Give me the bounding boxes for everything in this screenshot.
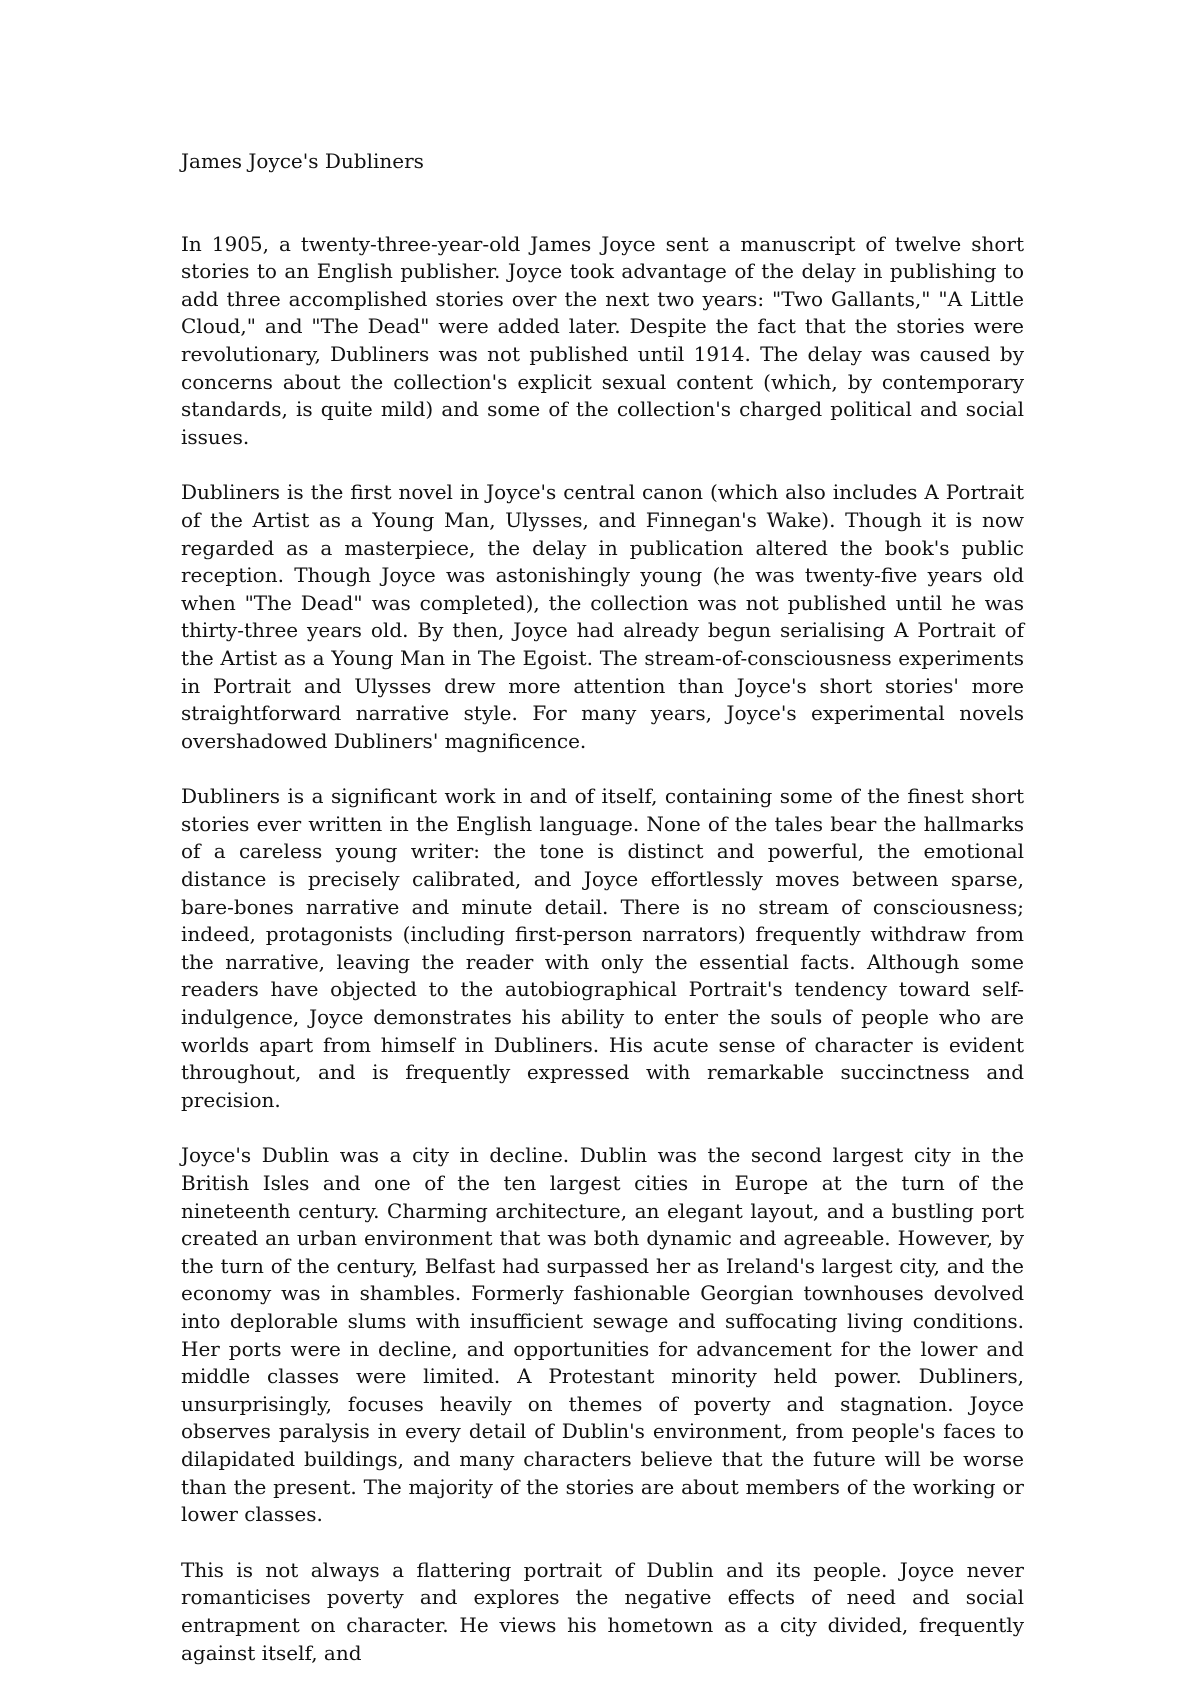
document-page	[181, 148, 1024, 1667]
paragraph-3: Dubliners is a significant work in and of itself, containing some of the finest short stories ever written in the English language. None of the tales bear the hallmarks of a careless young writer: the tone is distinct and powerful, the emotional distance is precisely calibrated, and Joyce effortlessly moves between sparse, bare-bones narrative and minute detail. There is no stream of consciousness; indeed, protagonists (including first-person narrators) frequently withdraw from the narrative, leaving the reader with only the essential facts. Although some readers have objected to the autobiographical Portrait's tendency toward self-indulgence, Joyce demonstrates his ability to enter the souls of people who are worlds apart from himself in Dubliners. His acute sense of character is evident throughout, and is frequently expressed with remarkable succinctness and precision.	[181, 784, 1024, 1112]
paragraph-2: Dubliners is the first novel in Joyce's central canon (which also includes A Portrait of the Artist as a Young Man, Ulysses, and Finnegan's Wake). Though it is now regarded as a masterpiece, the delay in publication altered the book's public reception. Though Joyce was astonishingly young (he was twenty-five years old when "The Dead" was completed), the collection was not published until he was thirty-three years old. By then, Joyce had already begun serialising A Portrait of the Artist as a Young Man in The Egoist. The stream-of-consciousness experiments in Portrait and Ulysses drew more attention than Joyce's short stories' more straightforward narrative style. For many years, Joyce's experimental novels overshadowed Dubliners' magnificence.	[181, 480, 1024, 753]
document-title: James Joyce's Dubliners	[181, 149, 424, 173]
paragraph-4: Joyce's Dublin was a city in decline. Dublin was the second largest city in the British Isles and one of the ten largest cities in Europe at the turn of the nineteenth century. Charming architecture, an elegant layout, and a bustling port created an urban environment that was both dynamic and agreeable. However, by the turn of the century, Belfast had surpassed her as Ireland's largest city, and the economy was in shambles. Formerly fashionable Georgian townhouses devolved into deplorable slums with insufficient sewage and suffocating living conditions. Her ports were in decline, and opportunities for advancement for the lower and middle classes were limited. A Protestant minority held power. Dubliners, unsurprisingly, focuses heavily on themes of poverty and stagnation. Joyce observes paralysis in every detail of Dublin's environment, from people's faces to dilapidated buildings, and many characters believe that the future will be worse than the present. The majority of the stories are about members of the working or lower classes.	[181, 1143, 1024, 1527]
paragraph-5: This is not always a flattering portrait of Dublin and its people. Joyce never romanticises poverty and explores the negative effects of need and social entrapment on character. He views his hometown as a city divided, frequently against itself, and	[181, 1557, 1024, 1665]
paragraph-1: In 1905, a twenty-three-year-old James Joyce sent a manuscript of twelve short stories to an English publisher. Joyce took advantage of the delay in publishing to add three accomplished stories over the next two years: "Two Gallants," "A Little Cloud," and "The Dead" were added later. Despite the fact that the stories were revolutionary, Dubliners was not published until 1914. The delay was caused by concerns about the collection's explicit sexual content (which, by contemporary standards, is quite mild) and some of the collection's charged political and social issues.	[181, 231, 1024, 449]
